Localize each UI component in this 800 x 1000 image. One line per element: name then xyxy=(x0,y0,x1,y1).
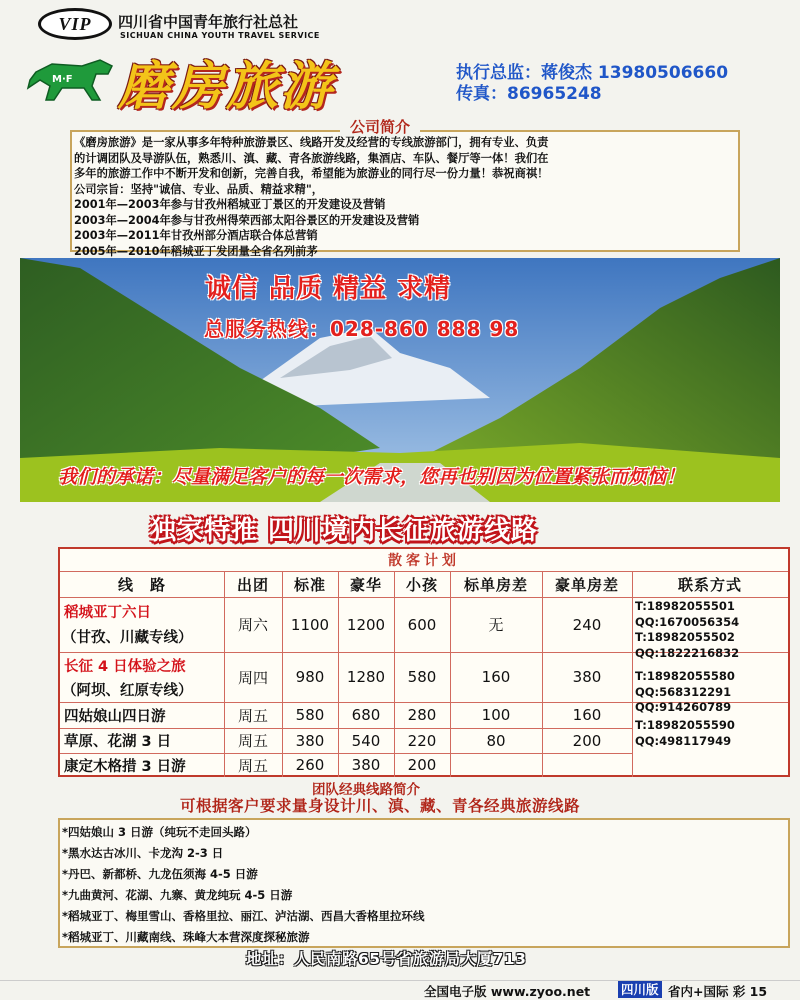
col-header-luxury: 豪华 xyxy=(349,575,382,594)
intro-line: 2001年—2003年参与甘孜州稻城亚丁景区的开发建设及营销 xyxy=(74,198,386,211)
intro-line: 的计调团队及导游队伍，熟悉川、滇、藏、青各旅游线路，集酒店、车队、餐厅等一体！我们在 xyxy=(74,151,549,165)
contact-line: QQ:1822216832 xyxy=(635,645,740,660)
price-child: 580 xyxy=(407,668,437,686)
price-luxury: 680 xyxy=(351,706,381,724)
price-standard: 580 xyxy=(295,706,325,724)
group-tour-item: *四姑娘山 3 日游（纯玩不走回头路） xyxy=(62,825,257,839)
intro-text xyxy=(74,135,736,259)
departure-day: 周五 xyxy=(237,756,268,775)
price-child: 220 xyxy=(407,731,437,750)
table-section-title: 散客计划 xyxy=(388,553,460,569)
single-std-supplement: 无 xyxy=(488,616,504,634)
org-name-cn: 四川省中国青年旅行社总社 xyxy=(118,13,299,31)
price-child: 200 xyxy=(407,756,437,774)
col-header-route: 线 路 xyxy=(117,575,166,594)
intro-heading: 公司简介 xyxy=(340,116,420,137)
group-tour-item: *稻城亚丁、川藏南线、珠峰大本营深度探秘旅游 xyxy=(62,930,310,944)
single-std-supplement: 100 xyxy=(481,706,511,724)
col-header-departure: 出团 xyxy=(236,575,269,594)
single-lux-supplement: 160 xyxy=(572,706,602,724)
intro-line: 《磨房旅游》是一家从事多年特种旅游景区、线路开发及经营的专线旅游部门，拥有专业、负责 xyxy=(74,136,549,149)
col-header-contact: 联系方式 xyxy=(677,575,742,594)
route-name: 稻城亚丁六日 xyxy=(64,604,151,621)
route-name: 长征 4 日体验之旅 xyxy=(64,658,186,675)
banner-slogan: 诚信 品质 精益 求精 xyxy=(205,274,452,304)
service-promise: 我们的承诺：尽量满足客户的每一次需求，您再也别因为位置紧张而烦恼！ xyxy=(58,466,686,488)
contact-group xyxy=(633,599,788,660)
intro-line: 2003年—2004年参与甘孜州得荣西部太阳谷景区的开发建设及营销 xyxy=(74,213,420,227)
col-header-single-std: 标单房差 xyxy=(463,575,528,594)
route-name: 四姑娘山四日游 xyxy=(64,708,166,725)
director-contact: 执行总监：蒋俊杰 13980506660 xyxy=(456,63,729,83)
intro-line: 2003年—2011年甘孜州部分酒店联合体总营销 xyxy=(74,229,318,242)
group-tours-description: 可根据客户要求量身设计川、滇、藏、青各经典旅游线路 xyxy=(180,797,581,815)
departure-day: 周五 xyxy=(237,732,268,750)
contact-line: T:18982055590 xyxy=(635,718,735,732)
contact-line: QQ:568312291 xyxy=(635,684,732,699)
col-header-child: 小孩 xyxy=(405,575,438,594)
price-luxury: 1200 xyxy=(346,615,386,634)
group-tour-item: *丹巴、新都桥、九龙伍须海 4-5 日游 xyxy=(62,867,258,881)
single-lux-supplement: 200 xyxy=(572,731,602,750)
group-tour-item: *稻城亚丁、梅里雪山、香格里拉、丽江、泸沽湖、西昌大香格里拉环线 xyxy=(62,909,425,923)
group-tours-title: 团队经典线路简介 xyxy=(312,782,420,798)
contact-line: QQ:1670056354 xyxy=(635,614,740,629)
departure-day: 周四 xyxy=(237,668,268,687)
col-header-standard: 标准 xyxy=(293,575,326,594)
route-subtitle: （甘孜、川藏专线） xyxy=(62,629,193,646)
org-name-en: SICHUAN CHINA YOUTH TRAVEL SERVICE xyxy=(120,31,320,40)
price-luxury: 1280 xyxy=(346,668,386,686)
price-standard: 260 xyxy=(295,756,325,774)
single-std-supplement: 160 xyxy=(481,668,511,686)
col-header-single-lux: 豪单房差 xyxy=(554,575,619,594)
contact-line: QQ:914260789 xyxy=(635,700,732,714)
price-child: 600 xyxy=(407,615,437,634)
contact-line: T:18982055580 xyxy=(635,669,735,683)
group-tour-item: *九曲黄河、花湖、九寨、黄龙纯玩 4-5 日游 xyxy=(62,888,293,902)
price-standard: 380 xyxy=(295,731,325,750)
bull-logo-badge: M·F xyxy=(52,74,73,85)
route-subtitle: （阿坝、红原专线） xyxy=(62,682,193,699)
fax-contact: 传真：86965248 xyxy=(456,84,602,104)
route-name: 康定木格措 3 日游 xyxy=(64,758,186,775)
intro-line: 公司宗旨：坚持"诚信、专业、品质、精益求精"， xyxy=(74,182,324,196)
price-standard: 1100 xyxy=(290,615,330,634)
service-hotline: 总服务热线：028-860 888 98 xyxy=(204,317,520,341)
price-child: 280 xyxy=(407,706,437,724)
single-lux-supplement: 380 xyxy=(572,668,602,686)
price-luxury: 540 xyxy=(351,731,381,750)
company-logo xyxy=(38,8,112,40)
contact-line: T:18982055501 xyxy=(635,599,735,613)
logo-mark-text: VIP xyxy=(58,13,92,34)
contact-line: T:18982055502 xyxy=(635,630,735,644)
departure-day: 周五 xyxy=(237,706,268,725)
contact-group xyxy=(633,669,788,715)
contact-line: QQ:498117949 xyxy=(635,733,732,748)
brand-title: 磨房旅游 xyxy=(118,57,335,117)
single-lux-supplement: 240 xyxy=(572,615,602,634)
intro-line: 2005年—2010年稻城亚丁发团量全省名列前茅 xyxy=(74,244,318,258)
departure-day: 周六 xyxy=(237,616,268,634)
pricing-table xyxy=(58,547,790,777)
contact-group xyxy=(633,718,788,750)
bull-logo-icon xyxy=(22,52,118,104)
intro-line: 多年的旅游工作中不断开发和创新，完善自我，希望能为旅游业的同行尽一份力量！恭祝商祺！ xyxy=(74,167,549,180)
price-standard: 980 xyxy=(295,668,325,686)
single-std-supplement: 80 xyxy=(486,731,506,750)
footer-edition-tag: 四川版 xyxy=(618,981,662,998)
footer-page-info: 省内+国际 彩 15 xyxy=(668,984,768,999)
route-name: 草原、花湖 3 日 xyxy=(64,734,172,750)
price-luxury: 380 xyxy=(351,756,381,774)
footer-site: 全国电子版 www.zyoo.net xyxy=(424,984,591,999)
group-tour-item: *黑水达古冰川、卡龙沟 2-3 日 xyxy=(62,846,224,860)
feature-title: 独家特推 四川境内长征旅游线路 xyxy=(150,516,539,546)
office-address: 地址：人民南路65号省旅游局大厦713 xyxy=(246,950,527,968)
